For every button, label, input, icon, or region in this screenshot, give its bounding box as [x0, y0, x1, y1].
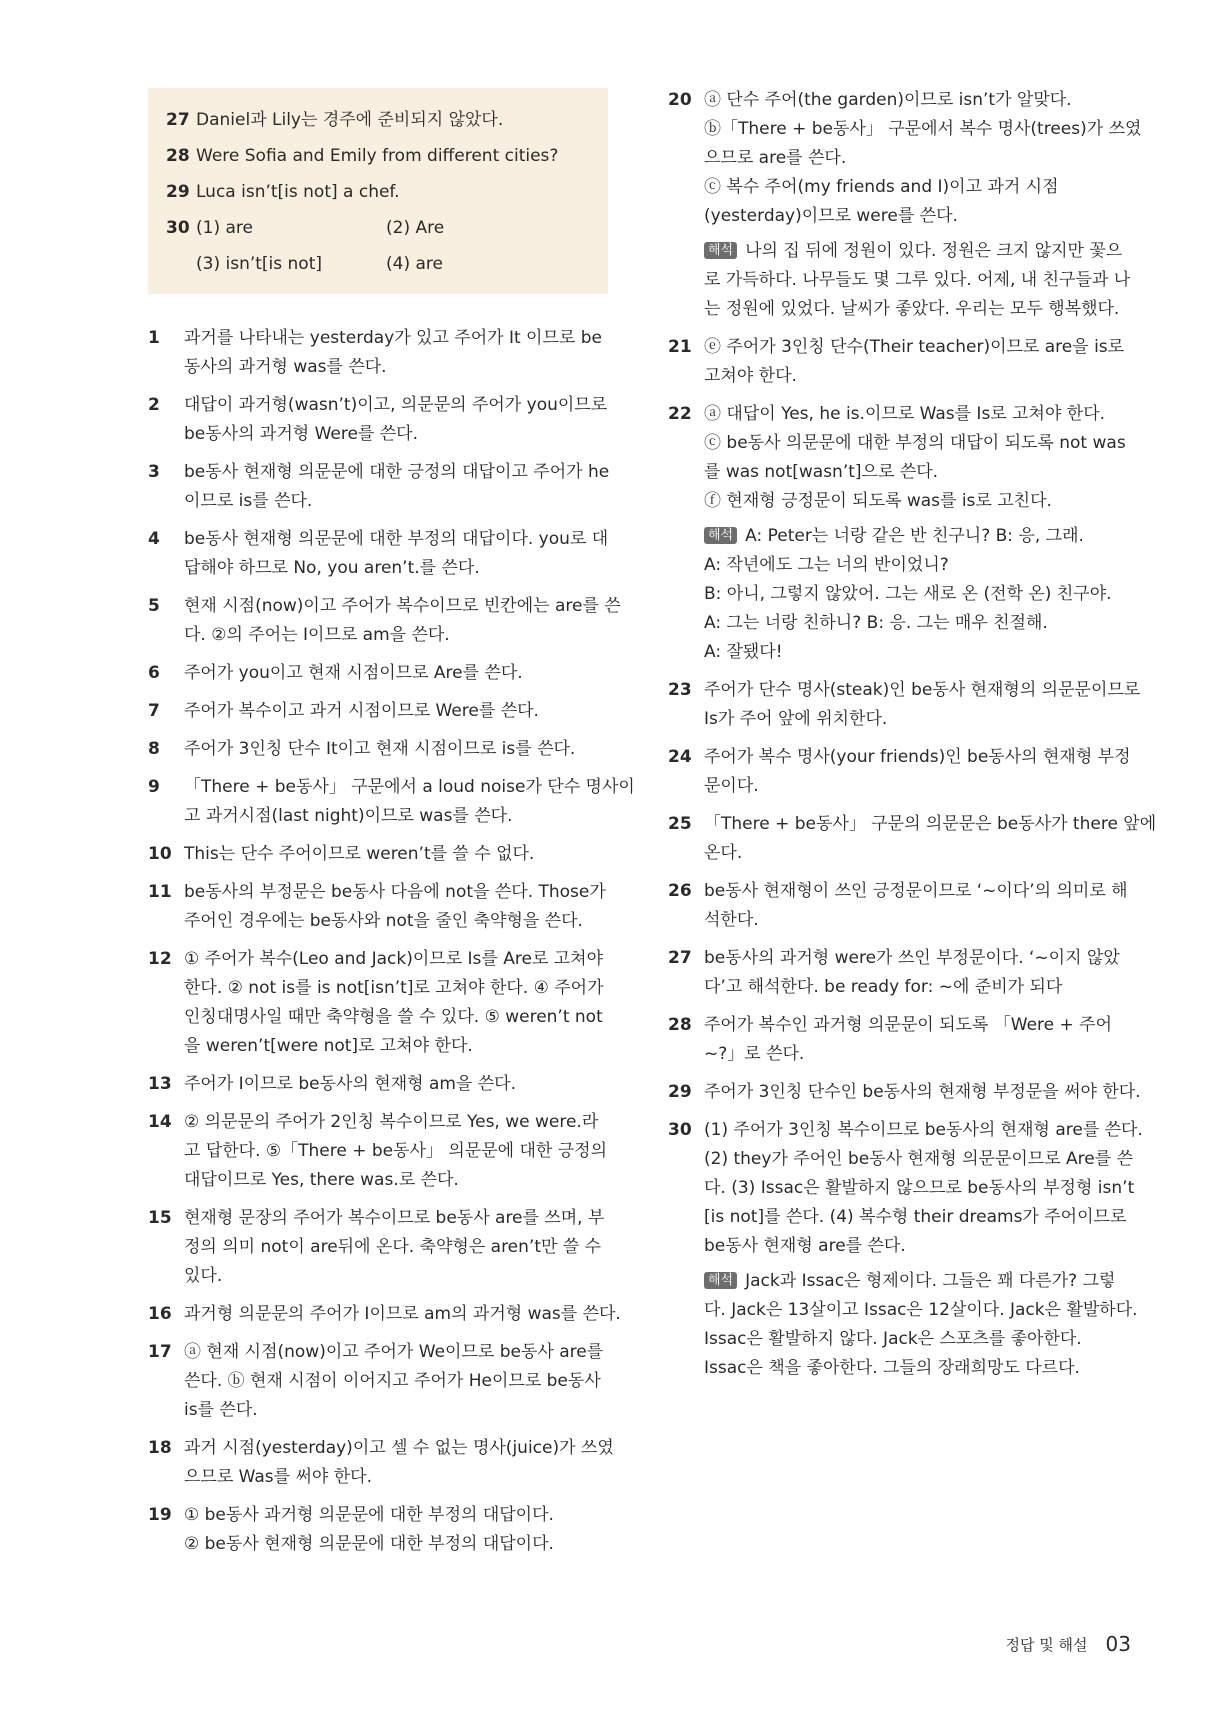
box-line — [166, 174, 592, 210]
translation-text: Jack과 Issac은 형제이다. 그들은 꽤 다른가? 그렇 — [745, 1271, 1116, 1291]
explanation-line: (2) they가 주어인 be동사 현재형 의문문이므로 Are를 쓴 — [704, 1149, 1133, 1169]
explanation-text — [184, 1070, 608, 1099]
explanation-line: ⓔ 주어가 3인칭 단수(Their teacher)이므로 are을 is로 — [704, 337, 1125, 357]
translation-text: Issac은 활발하지 않다. Jack은 스포츠를 좋아한다. — [704, 1329, 1082, 1349]
explanation-line: ② be동사 현재형 의문문에 대한 부정의 대답이다. — [184, 1534, 554, 1554]
explanation-text — [184, 840, 608, 869]
item-number: 13 — [148, 1074, 172, 1094]
right-column — [668, 86, 1157, 1392]
explanation-line: ② 의문문의 주어가 2인칭 복수이므로 Yes, we were.라 — [184, 1112, 599, 1132]
explanation-item — [148, 878, 608, 936]
translation-tag: 해석 — [704, 1272, 737, 1289]
item-number: 29 — [668, 1082, 692, 1102]
explanation-line: be동사의 부정문은 be동사 다음에 not을 쓴다. Those가 — [184, 882, 606, 902]
answer-text: Luca isn’t[is not] a chef. — [196, 182, 400, 202]
explanation-item — [668, 400, 1138, 667]
page-number: 03 — [1105, 1632, 1131, 1656]
explanation-text — [704, 1078, 1141, 1107]
explanation-line: 현재 시점(now)이고 주어가 복수이므로 빈칸에는 are를 쓴 — [184, 596, 621, 616]
explanation-text — [184, 697, 608, 726]
explanation-line: 정의 의미 not이 are뒤에 온다. 축약형은 aren’t만 쓸 수 — [184, 1237, 602, 1257]
explanation-item — [148, 1070, 608, 1099]
item-number: 3 — [148, 462, 160, 482]
explanation-item — [668, 1078, 1141, 1107]
explanation-line: ⓐ 대답이 Yes, he is.이므로 Was를 Is로 고쳐야 한다. — [704, 404, 1106, 424]
explanation-text — [704, 944, 1138, 1002]
item-number: 30 — [668, 1120, 692, 1140]
answer-text: Daniel과 Lily는 경주에 준비되지 않았다. — [196, 110, 504, 130]
explanation-line: 다. ②의 주어는 I이므로 am을 쓴다. — [184, 625, 450, 645]
explanation-text — [704, 1116, 1143, 1383]
translation-text: A: 작년에도 그는 너의 반이었니? — [704, 555, 949, 575]
explanation-line: 쓴다. ⓑ 현재 시점이 이어지고 주어가 He이므로 be동사 — [184, 1371, 601, 1391]
explanation-line: (1) 주어가 3인칭 복수이므로 be동사의 현재형 are를 쓴다. — [704, 1120, 1143, 1140]
explanation-text — [184, 1501, 608, 1559]
translation-line — [704, 551, 1138, 580]
explanation-line: (yesterday)이므로 were를 쓴다. — [704, 206, 958, 226]
explanation-item — [148, 1501, 608, 1559]
explanation-line: 온다. — [704, 843, 743, 863]
item-number: 21 — [668, 337, 692, 357]
explanation-text — [184, 1300, 621, 1329]
explanation-text — [184, 945, 608, 1061]
explanation-item — [668, 86, 1142, 324]
answer-text: (2) Are — [386, 218, 445, 238]
explanation-line: ① be동사 과거형 의문문에 대한 부정의 대답이다. — [184, 1505, 554, 1525]
explanation-line: be동사의 과거형 Were를 쓴다. — [184, 424, 419, 444]
item-number: 28 — [166, 146, 190, 166]
answer-text: Were Sofia and Emily from different cities? — [196, 146, 559, 166]
explanation-text — [184, 1108, 608, 1195]
explanation-line: 주어가 3인칭 단수 It이고 현재 시점이므로 is를 쓴다. — [184, 739, 576, 759]
explanation-text — [704, 86, 1141, 324]
explanation-item — [148, 697, 608, 726]
explanation-line: 답해야 하므로 No, you aren’t.를 쓴다. — [184, 558, 480, 578]
explanation-item — [668, 676, 1141, 734]
item-number: 6 — [148, 663, 160, 683]
explanation-line: be동사 현재형 are를 쓴다. — [704, 1236, 906, 1256]
explanation-item — [148, 659, 608, 688]
section-label: 정답 및 해설 — [1005, 1635, 1088, 1654]
explanation-line: 다. (3) Issac은 활발하지 않으므로 be동사의 부정형 isn’t — [704, 1178, 1135, 1198]
item-number: 20 — [668, 90, 692, 110]
explanation-line: 고 답한다. ⑤「There + be동사」 의문문에 대한 긍정의 — [184, 1141, 607, 1161]
item-number: 2 — [148, 395, 160, 415]
explanation-item — [148, 1204, 608, 1291]
explanation-line: 주어가 복수이고 과거 시점이므로 Were를 쓴다. — [184, 701, 539, 721]
explanation-line: 다’고 해석한다. be ready for: ~에 준비가 되다 — [704, 977, 1063, 997]
explanation-list-left — [148, 324, 635, 1559]
explanation-text — [184, 659, 608, 688]
explanation-line: 고 과거시점(last night)이므로 was를 쓴다. — [184, 806, 513, 826]
translation-text: 다. Jack은 13살이고 Issac은 12살이다. Jack은 활발하다. — [704, 1300, 1138, 1320]
explanation-text — [704, 400, 1138, 667]
explanation-line: 대답이므로 Yes, there was.로 쓴다. — [184, 1170, 459, 1190]
item-number: 12 — [148, 949, 172, 969]
translation-line — [704, 1267, 1143, 1296]
explanation-line: 주어가 단수 명사(steak)인 be동사 현재형의 의문문이므로 — [704, 680, 1141, 700]
item-number: 8 — [148, 739, 160, 759]
explanation-line: Is가 주어 앞에 위치한다. — [704, 709, 888, 729]
translation-text: 로 가득하다. 나무들도 몇 그루 있다. 어제, 내 친구들과 나 — [704, 270, 1131, 290]
explanation-line: ⓒ be동사 의문문에 대한 부정의 대답이 되도록 not was — [704, 433, 1126, 453]
explanation-line: 를 was not[wasn’t]으로 쓴다. — [704, 462, 939, 482]
explanation-line: ⓑ「There + be동사」 구문에서 복수 명사(trees)가 쓰였 — [704, 119, 1142, 139]
explanation-line: 으므로 are를 쓴다. — [704, 148, 847, 168]
translation-line — [704, 1354, 1143, 1383]
translation-line — [704, 266, 1141, 295]
explanation-text — [184, 1434, 614, 1492]
item-number: 7 — [148, 701, 160, 721]
explanation-line: 과거 시점(yesterday)이고 셀 수 없는 명사(juice)가 쓰였 — [184, 1438, 614, 1458]
explanation-line: 「There + be동사」 구문의 의문문은 be동사가 there 앞에 — [704, 814, 1157, 834]
explanation-text — [704, 676, 1140, 734]
translation-line — [704, 522, 1138, 551]
translation-text: A: Peter는 너랑 같은 반 친구니? B: 응, 그래. — [745, 526, 1084, 546]
item-number: 1 — [148, 328, 160, 348]
item-number: 25 — [668, 814, 692, 834]
explanation-item — [668, 1116, 1143, 1383]
explanation-line: [is not]를 쓴다. (4) 복수형 their dreams가 주어이므로 — [704, 1207, 1127, 1227]
explanation-line: 있다. — [184, 1266, 223, 1286]
translation-text: Issac은 책을 좋아한다. 그들의 장래희망도 다르다. — [704, 1358, 1080, 1378]
explanation-line: be동사 현재형이 쓰인 긍정문이므로 ‘~이다’의 의미로 해 — [704, 881, 1128, 901]
explanation-line: 을 weren’t[were not]로 고쳐야 한다. — [184, 1036, 473, 1056]
explanation-line: This는 단수 주어이므로 weren’t를 쓸 수 없다. — [184, 844, 535, 864]
explanation-line: ⓒ 복수 주어(my friends and I)이고 과거 시점 — [704, 177, 1059, 197]
explanation-item — [668, 1011, 1138, 1069]
explanation-item — [148, 1108, 608, 1195]
box-line — [166, 102, 592, 138]
explanation-item — [148, 1434, 614, 1492]
translation-block — [704, 1267, 1143, 1383]
explanation-item — [668, 877, 1138, 935]
explanation-list-right — [668, 86, 1157, 1383]
translation-tag: 해석 — [704, 527, 737, 544]
explanation-line: 한다. ② not is를 is not[isn’t]로 고쳐야 한다. ④ 주어가 — [184, 978, 604, 998]
explanation-line: 과거형 의문문의 주어가 I이므로 am의 과거형 was를 쓴다. — [184, 1304, 621, 1324]
explanation-line: 대답이 과거형(wasn’t)이고, 의문문의 주어가 you이므로 — [184, 395, 608, 415]
left-column — [148, 88, 635, 1568]
explanation-item — [148, 525, 608, 583]
explanation-item — [148, 391, 608, 449]
translation-text: A: 그는 너랑 친하니? B: 응. 그는 매우 친절해. — [704, 613, 1048, 633]
explanation-line: 현재형 문장의 주어가 복수이므로 be동사 are를 쓰며, 부 — [184, 1208, 605, 1228]
explanation-line: is를 쓴다. — [184, 1400, 258, 1420]
explanation-text — [184, 592, 621, 650]
explanation-line: ~?」로 쓴다. — [704, 1044, 805, 1064]
explanation-item — [148, 945, 608, 1061]
explanation-text — [184, 1204, 608, 1291]
translation-line — [704, 1325, 1143, 1354]
translation-line — [704, 638, 1138, 667]
explanation-line: 동사의 과거형 was를 쓴다. — [184, 357, 387, 377]
item-number: 22 — [668, 404, 692, 424]
item-number: 29 — [166, 182, 190, 202]
answer-text: (4) are — [386, 254, 443, 274]
explanation-line: 주어가 복수 명사(your friends)인 be동사의 현재형 부정 — [704, 747, 1131, 767]
explanation-line: 이므로 is를 쓴다. — [184, 491, 313, 511]
explanation-line: ⓐ 단수 주어(the garden)이므로 isn’t가 알맞다. — [704, 90, 1072, 110]
explanation-item — [668, 743, 1138, 801]
explanation-line: 과거를 나타내는 yesterday가 있고 주어가 It 이므로 be — [184, 328, 602, 348]
item-number: 5 — [148, 596, 160, 616]
explanation-text — [184, 391, 608, 449]
explanation-text — [184, 773, 635, 831]
explanation-item — [668, 333, 1138, 391]
explanation-item — [148, 735, 608, 764]
item-number: 16 — [148, 1304, 172, 1324]
explanation-line: 석한다. — [704, 910, 759, 930]
explanation-item — [148, 1338, 608, 1425]
translation-line — [704, 1296, 1143, 1325]
translation-tag: 해석 — [704, 242, 737, 259]
explanation-line: 주어가 you이고 현재 시점이므로 Are를 쓴다. — [184, 663, 523, 683]
page-footer — [1006, 1632, 1131, 1656]
item-number: 26 — [668, 881, 692, 901]
explanation-line: ① 주어가 복수(Leo and Jack)이므로 Is를 Are로 고쳐야 — [184, 949, 604, 969]
explanation-line: 주어가 복수인 과거형 의문문이 되도록 「Were + 주어 — [704, 1015, 1113, 1035]
explanation-line: 주어인 경우에는 be동사와 not을 줄인 축약형을 쓴다. — [184, 911, 583, 931]
explanation-line: ⓕ 현재형 긍정문이 되도록 was를 is로 고친다. — [704, 491, 1052, 511]
explanation-item — [148, 840, 608, 869]
item-number: 10 — [148, 844, 172, 864]
item-number: 23 — [668, 680, 692, 700]
box-line — [166, 138, 592, 174]
explanation-text — [184, 878, 608, 936]
explanation-item — [148, 773, 635, 831]
explanation-item — [668, 810, 1157, 868]
item-number: 11 — [148, 882, 172, 902]
item-number: 19 — [148, 1505, 172, 1525]
explanation-line: 인칭대명사일 때만 축약형을 쓸 수 있다. ⑤ weren’t not — [184, 1007, 603, 1027]
item-number: 27 — [668, 948, 692, 968]
explanation-text — [184, 735, 608, 764]
item-number: 4 — [148, 529, 160, 549]
translation-text: A: 잘됐다! — [704, 642, 783, 662]
explanation-line: 주어가 I이므로 be동사의 현재형 am을 쓴다. — [184, 1074, 516, 1094]
answer-summary-box — [148, 88, 608, 294]
translation-text: 나의 집 뒤에 정원이 있다. 정원은 크지 않지만 꽃으 — [745, 241, 1123, 261]
item-number: 27 — [166, 110, 190, 130]
explanation-text — [184, 525, 608, 583]
explanation-text — [704, 877, 1138, 935]
answer-text: (3) isn’t[is not] — [196, 254, 322, 274]
explanation-item — [148, 592, 621, 650]
explanation-line: 문이다. — [704, 776, 759, 796]
explanation-line: 주어가 3인칭 단수인 be동사의 현재형 부정문을 써야 한다. — [704, 1082, 1141, 1102]
item-number: 30 — [166, 218, 190, 238]
explanation-text — [704, 333, 1138, 391]
item-number: 24 — [668, 747, 692, 767]
explanation-text — [704, 743, 1138, 801]
item-number: 28 — [668, 1015, 692, 1035]
translation-line — [704, 580, 1138, 609]
explanation-text — [704, 1011, 1138, 1069]
explanation-item — [148, 324, 608, 382]
explanation-text — [704, 810, 1156, 868]
translation-text: 는 정원에 있었다. 날씨가 좋았다. 우리는 모두 행복했다. — [704, 299, 1120, 319]
explanation-text — [184, 1338, 608, 1425]
explanation-text — [184, 324, 608, 382]
translation-block — [704, 237, 1141, 324]
explanation-line: be동사의 과거형 were가 쓰인 부정문이다. ‘~이지 않았 — [704, 948, 1120, 968]
explanation-line: 고쳐야 한다. — [704, 366, 797, 386]
answer-text: (1) are — [196, 218, 253, 238]
item-number: 9 — [148, 777, 160, 797]
explanation-item — [148, 1300, 621, 1329]
explanation-text — [184, 458, 609, 516]
explanation-item — [148, 458, 608, 516]
explanation-line: be동사 현재형 의문문에 대한 부정의 대답이다. you로 대 — [184, 529, 609, 549]
item-number: 18 — [148, 1438, 172, 1458]
translation-block — [704, 522, 1138, 667]
explanation-line: 「There + be동사」 구문에서 a loud noise가 단수 명사이 — [184, 777, 635, 797]
item-number: 14 — [148, 1112, 172, 1132]
explanation-item — [668, 944, 1138, 1002]
translation-line — [704, 237, 1141, 266]
translation-text: B: 아니, 그렇지 않았어. 그는 새로 온 (전학 온) 친구야. — [704, 584, 1112, 604]
translation-line — [704, 609, 1138, 638]
item-number: 17 — [148, 1342, 172, 1362]
explanation-line: 으므로 Was를 써야 한다. — [184, 1467, 372, 1487]
box-line — [166, 210, 592, 282]
explanation-line: be동사 현재형 의문문에 대한 긍정의 대답이고 주어가 he — [184, 462, 610, 482]
item-number: 15 — [148, 1208, 172, 1228]
explanation-line: ⓐ 현재 시점(now)이고 주어가 We이므로 be동사 are를 — [184, 1342, 604, 1362]
translation-line — [704, 295, 1141, 324]
